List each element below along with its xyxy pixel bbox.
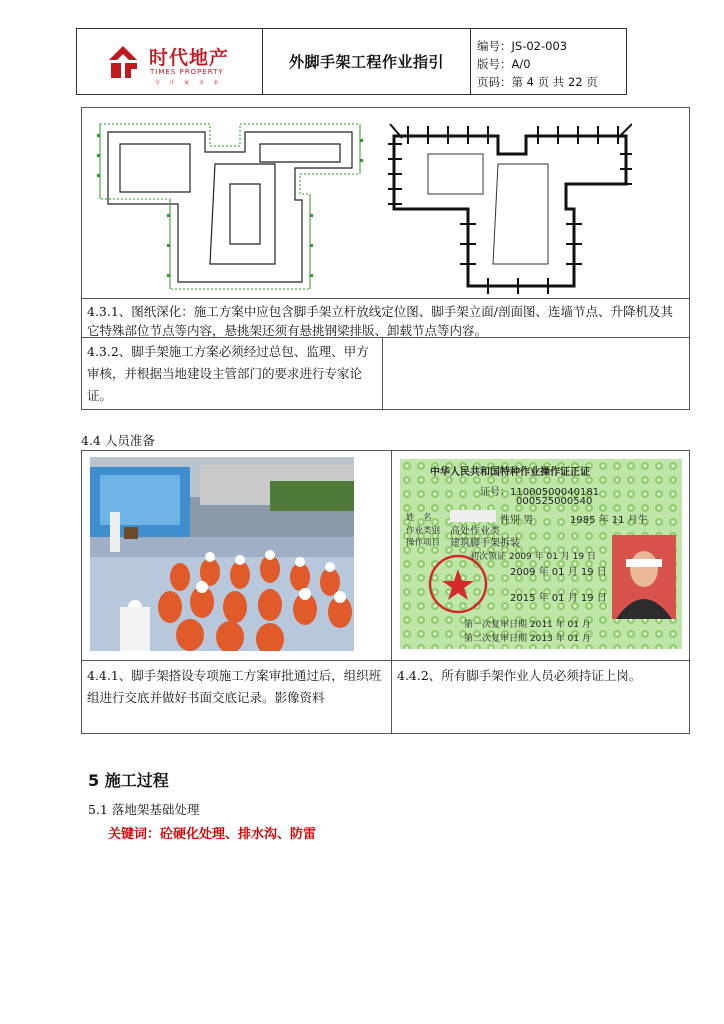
certificate-review-1: 第一次复审日期 2011 年 01 月 [464, 620, 591, 630]
document-title: 外脚手架工程作业指引 [263, 29, 471, 94]
company-logo [77, 29, 263, 94]
certificate-name-redacted [450, 510, 496, 522]
certificate-first-issue: 初次领证 2009 年 01 月 19 日 [470, 552, 596, 562]
certificate-number: 证号：11000500040181 [480, 487, 600, 498]
drawings-row [81, 107, 690, 299]
document-meta [471, 29, 626, 94]
scaffold-pole-layout-drawing [90, 114, 370, 294]
certificate-title: 中华人民共和国特种作业操作证正证 [430, 467, 590, 478]
certificate-review-2: 第二次复审日期 2013 年 01 月 [464, 634, 591, 644]
certificate-valid: 2015 年 01 月 19 日 [510, 593, 607, 604]
section-5-heading: 5 施工过程 [88, 771, 169, 790]
certificate-birth: 1985 年 11 月生 [570, 515, 648, 526]
company-name-cn: 时代地产 [149, 47, 230, 69]
certificate-number-2: 000525000540 [516, 496, 593, 507]
page-number: 页码：第 4 页 共 22 页 [477, 75, 598, 89]
certificate-category: 高处作业类 [450, 526, 500, 537]
cantilever-beam-layout-drawing [388, 114, 632, 294]
certificate-gender: 性别 男 [500, 515, 534, 526]
section-5-1-heading: 5.1 落地架基础处理 [88, 802, 200, 817]
item-4-3-1: 4.3.1、图纸深化：施工方案中应包含脚手架立杆放线定位图、脚手架立面/剖面图、连墙节点、升降机及其它特殊部位节点等内容，悬挑架还须有悬挑钢梁排版、卸载节点等内容。 [81, 298, 690, 338]
row-4-4-text [81, 660, 690, 734]
certificate-item: 建筑脚手架拆装 [450, 538, 520, 549]
item-4-3-2: 4.3.2、脚手架施工方案必须经过总包、监理、甲方审核，并根据当地建设主管部门的要求进行专家论证。 [82, 338, 383, 409]
certificate-item-label: 操作项目 [406, 538, 441, 548]
company-name-en: TIMES PROPERTY [150, 68, 224, 76]
times-property-logo-icon [107, 42, 141, 80]
document-version: 版号：A/0 [477, 57, 531, 71]
company-slogan: 专 注 家 未 来 [155, 80, 223, 86]
certificate-issued: 2009 年 01 月 19 日 [510, 567, 607, 578]
section-5-1-keywords: 关键词：砼硬化处理、排水沟、防雷 [108, 827, 317, 842]
photos-row [81, 450, 690, 661]
safety-briefing-photo [90, 457, 354, 651]
section-4-4-heading: 4.4 人员准备 [81, 433, 155, 448]
row-4-3-2 [81, 337, 690, 410]
item-4-4-2: 4.4.2、所有脚手架作业人员必须持证上岗。 [397, 668, 642, 683]
certificate-category-label: 作业类别 [406, 526, 441, 536]
certificate-name-label: 姓 名 [406, 513, 432, 523]
item-4-4-1: 4.4.1、脚手架搭设专项施工方案审批通过后，组织班组进行交底并做好书面交底记录。影像资料 [82, 661, 392, 733]
document-number: 编号：JS-02-003 [477, 39, 568, 53]
document-header [76, 28, 627, 95]
operator-certificate-photo [400, 459, 682, 649]
